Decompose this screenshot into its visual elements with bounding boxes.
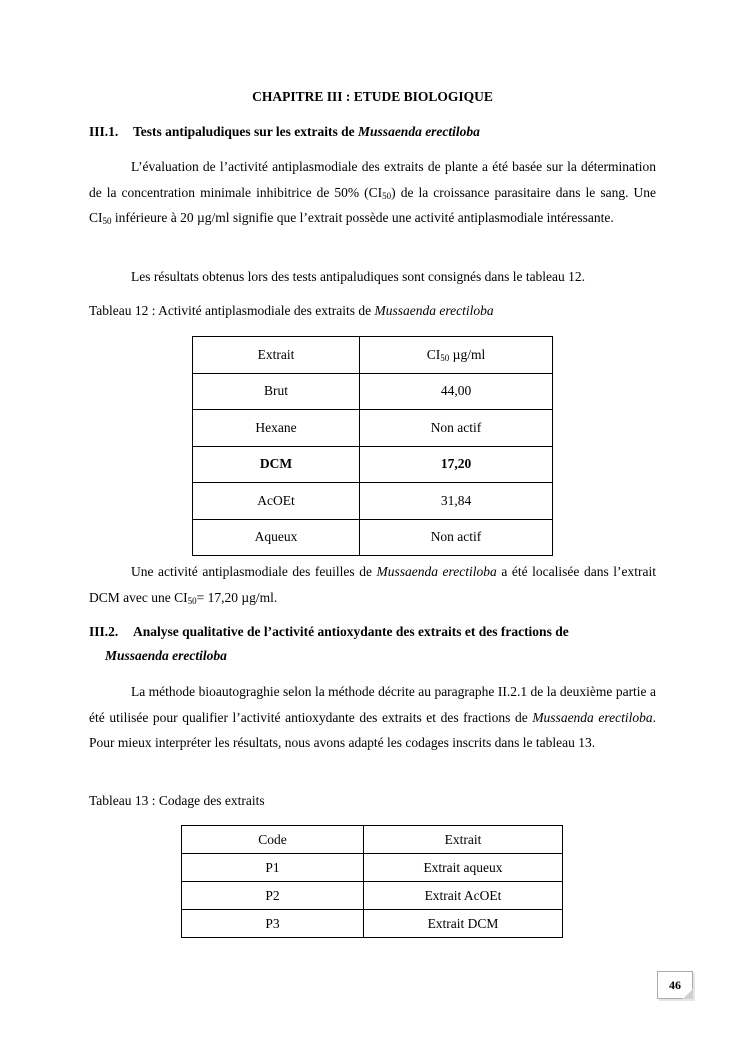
paragraph-dcm-localisation bbox=[89, 559, 656, 610]
text: Les résultats obtenus lors des tests antipaludiques sont consignés dans le tableau 12. bbox=[131, 269, 586, 284]
subscript: 50 bbox=[187, 595, 197, 606]
cell-code: P2 bbox=[182, 882, 364, 910]
table12-caption bbox=[89, 303, 494, 319]
text: L’évaluation de l’activité antiplasmodiale des extraits de plante a été basée sur la détermination de la concentration minimale inhibitrice de 50% (CI bbox=[89, 159, 656, 200]
text: . Pour mieux interpréter les résultats, nous avons adapté les codages inscrits dans le tableau 13. bbox=[89, 709, 656, 750]
table-12-antiplasmodial bbox=[192, 336, 553, 556]
cell-value: 44,00 bbox=[360, 373, 553, 410]
paragraph-bioautography bbox=[89, 679, 656, 756]
header-ci50: $CI_{50}$ µg/ml bbox=[360, 337, 553, 374]
species-name: Mussaenda erectiloba bbox=[532, 709, 653, 725]
table-header-row bbox=[193, 337, 553, 374]
table-row-highlight bbox=[193, 446, 553, 483]
cell-extrait: Extrait AcOEt bbox=[364, 882, 563, 910]
text: = 17,20 µg/ml. bbox=[196, 589, 278, 605]
cell-extrait: Extrait DCM bbox=[364, 910, 563, 938]
cell-value: Non actif bbox=[360, 519, 553, 556]
table-row bbox=[193, 373, 553, 410]
chapter-title: CHAPITRE III : ETUDE BIOLOGIQUE bbox=[252, 89, 493, 104]
text: Une activité antiplasmodiale des feuilles de bbox=[131, 564, 377, 579]
species-name: Mussaenda erectiloba bbox=[376, 564, 497, 579]
species-name: Mussaenda erectiloba bbox=[358, 124, 480, 139]
table13-caption: Tableau 13 : Codage des extraits bbox=[89, 793, 265, 808]
species-name: Mussaenda erectiloba bbox=[105, 648, 227, 663]
section-number: III.1. bbox=[89, 124, 119, 139]
subscript: 50 bbox=[382, 190, 392, 201]
header-code: Code bbox=[182, 826, 364, 854]
paragraph-antiplasmodial-evaluation bbox=[89, 154, 656, 231]
text: a été localisée dans l’extrait DCM avec une CI bbox=[89, 564, 656, 605]
table-row bbox=[193, 410, 553, 447]
cell-value: 31,84 bbox=[360, 483, 553, 520]
cell-extrait: Hexane bbox=[193, 410, 360, 447]
section-title: Analyse qualitative de l’activité antioxydante des extraits et des fractions de bbox=[133, 624, 569, 639]
table-row bbox=[182, 882, 563, 910]
table-row bbox=[182, 910, 563, 938]
text: La méthode bioautograghie selon la méthode décrite au paragraphe II.2.1 de la deuxième partie a été utilisée pour qualifier l’activité antioxydante des extraits et des fractions de bbox=[89, 684, 656, 725]
cell-extrait: Brut bbox=[193, 373, 360, 410]
header-extrait: Extrait bbox=[364, 826, 563, 854]
caption-text: Tableau 12 : Activité antiplasmodiale des extraits de bbox=[89, 303, 375, 318]
subscript: 50 bbox=[102, 216, 112, 226]
text: ) de la croissance parasitaire dans le sang. Une CI bbox=[89, 184, 656, 225]
table-header-row bbox=[182, 826, 563, 854]
cell-value: Non actif bbox=[360, 410, 553, 447]
text: inférieure à 20 µg/ml signifie que l’extrait possède une activité antiplasmodiale intéressante. bbox=[111, 210, 614, 225]
section-heading-1 bbox=[89, 124, 657, 140]
table-row bbox=[182, 854, 563, 882]
cell-code: P3 bbox=[182, 910, 364, 938]
header-extrait: Extrait bbox=[193, 337, 360, 374]
cell-extrait: Aqueux bbox=[193, 519, 360, 556]
cell-extrait: DCM bbox=[193, 446, 360, 483]
section-title: Tests antipaludiques sur les extraits de bbox=[133, 124, 359, 139]
section-heading-2 bbox=[89, 624, 657, 664]
page-number bbox=[657, 971, 693, 999]
paragraph-results-intro bbox=[89, 264, 656, 290]
page-number-text: 46 bbox=[669, 978, 681, 992]
table-13-codage bbox=[181, 825, 563, 938]
cell-extrait: Extrait aqueux bbox=[364, 854, 563, 882]
page-curl-icon bbox=[683, 989, 693, 999]
cell-value: 17,20 bbox=[360, 446, 553, 483]
table-row bbox=[193, 519, 553, 556]
cell-code: P1 bbox=[182, 854, 364, 882]
species-name: Mussaenda erectiloba bbox=[374, 303, 494, 318]
table-row bbox=[193, 483, 553, 520]
cell-extrait: AcOEt bbox=[193, 483, 360, 520]
section-number: III.2. bbox=[89, 624, 119, 639]
